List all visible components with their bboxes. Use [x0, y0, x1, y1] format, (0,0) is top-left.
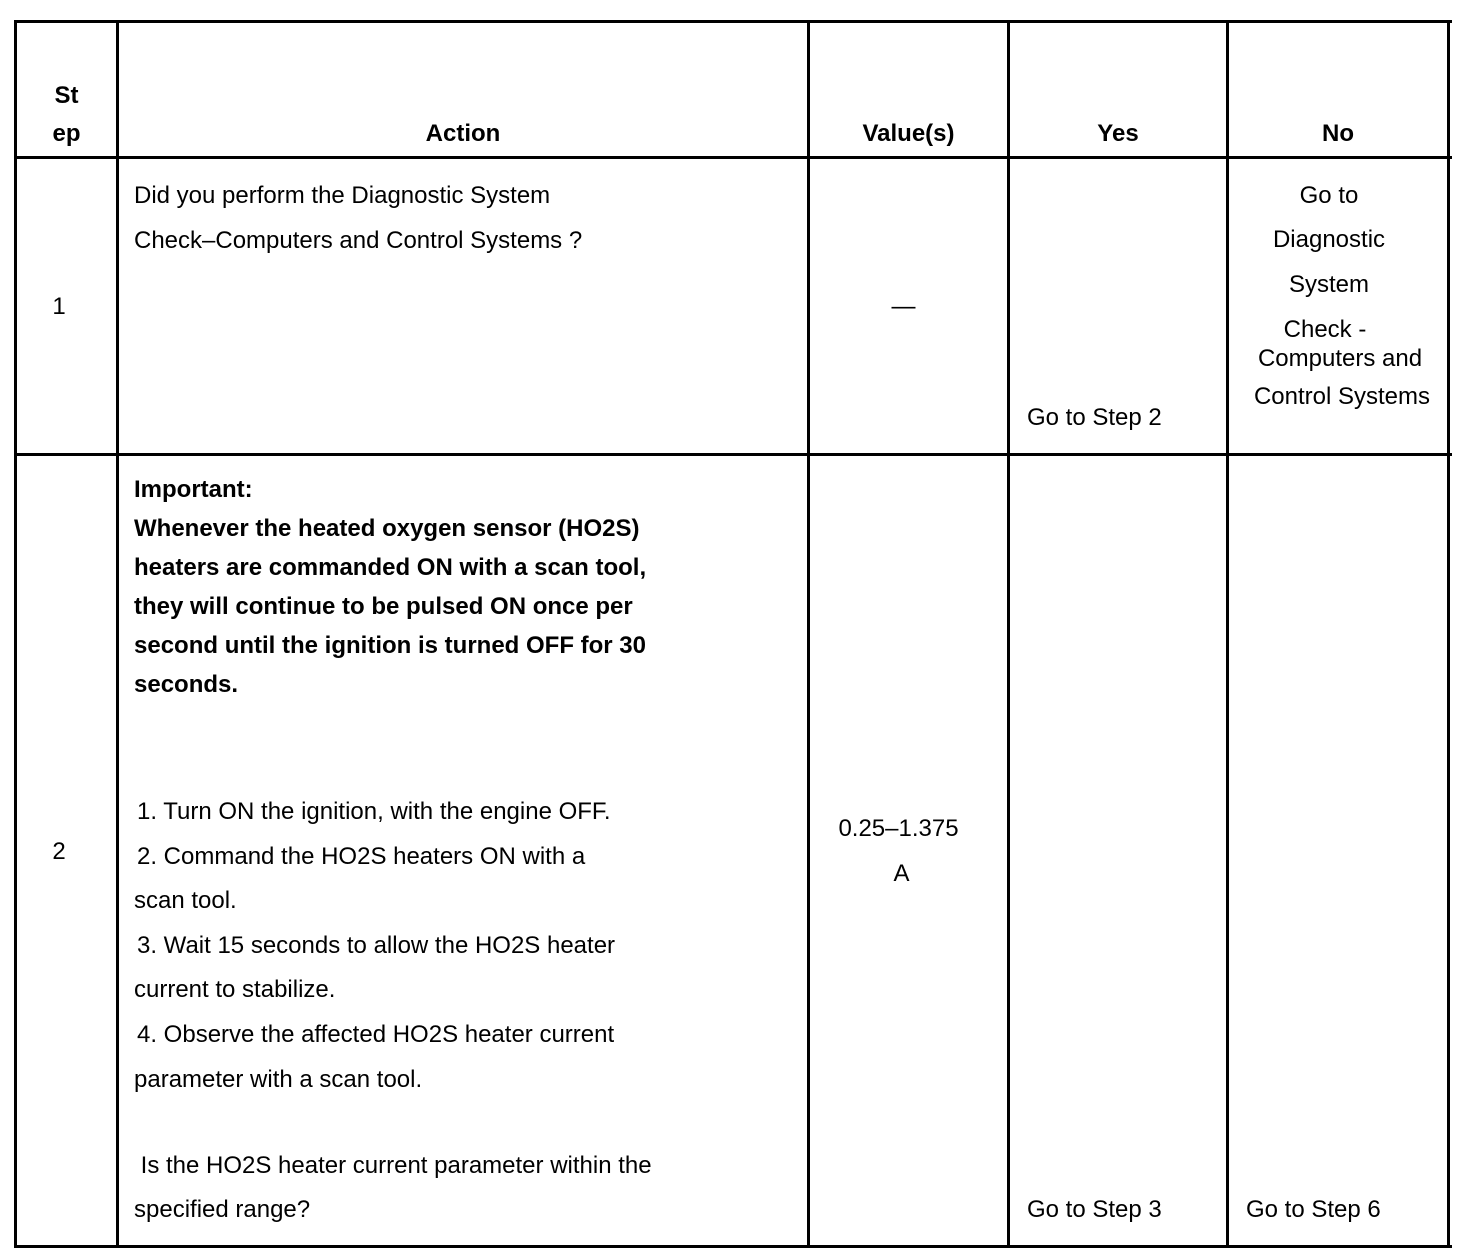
row1-no-line: Go to [1299, 182, 1359, 209]
row2-question-line: specified range? [134, 1196, 311, 1223]
row2-yes: Go to Step 3 [1027, 1196, 1162, 1223]
row2-important-line: Whenever the heated oxygen sensor (HO2S) [134, 515, 640, 542]
row2-step-line: 2. Command the HO2S heaters ON with a [137, 843, 586, 870]
table-border-left [14, 20, 17, 1248]
row1-no-line: Control Systems [1253, 383, 1431, 410]
header-values: Value(s) [862, 120, 955, 147]
header-step-line1: St [54, 82, 79, 109]
row2-step-line: current to stabilize. [134, 976, 336, 1003]
column-divider-step [116, 20, 119, 1248]
row2-important-line: heaters are commanded ON with a scan tool, [134, 554, 647, 581]
row1-no-line: Computers and [1257, 345, 1423, 372]
column-divider-action [807, 20, 810, 1248]
header-step-line2: ep [52, 120, 81, 147]
row1-no-line: System [1288, 271, 1369, 298]
row2-important-line: they will continue to be pulsed ON once per [134, 593, 633, 620]
row1-no-line: Diagnostic [1272, 226, 1386, 253]
table-border-bottom [14, 1245, 1452, 1248]
table-border-right [1447, 20, 1450, 1248]
row2-step-line: scan tool. [134, 887, 237, 914]
row1-no-line: Check - [1283, 316, 1367, 343]
row-divider [14, 453, 1452, 456]
row1-action-line: Did you perform the Diagnostic System [134, 182, 551, 209]
row2-step-line: parameter with a scan tool. [134, 1066, 423, 1093]
header-divider [14, 156, 1452, 159]
row2-step-line: 4. Observe the affected HO2S heater current [137, 1021, 615, 1048]
row2-step: 2 [52, 838, 66, 865]
row2-important-line: second until the ignition is turned OFF for 30 [134, 632, 647, 659]
header-action: Action [425, 120, 501, 147]
row1-step: 1 [52, 293, 66, 320]
row2-step-line: 3. Wait 15 seconds to allow the HO2S heater [137, 932, 616, 959]
row2-no: Go to Step 6 [1246, 1196, 1381, 1223]
row2-step-line: 1. Turn ON the ignition, with the engine OFF. [137, 798, 611, 825]
row1-yes: Go to Step 2 [1027, 404, 1162, 431]
row2-value-line: 0.25–1.375 [838, 815, 959, 842]
row1-value: — [891, 293, 916, 320]
row1-action-line: Check–Computers and Control Systems ? [134, 227, 583, 254]
row2-question-line: Is the HO2S heater current parameter within the [134, 1152, 652, 1179]
header-no: No [1322, 120, 1354, 147]
table-border-top [14, 20, 1452, 23]
column-divider-values [1007, 20, 1010, 1248]
row2-important-label: Important: [134, 476, 253, 503]
row2-value-line: A [893, 860, 910, 887]
row2-important-line: seconds. [134, 671, 239, 698]
header-yes: Yes [1097, 120, 1139, 147]
